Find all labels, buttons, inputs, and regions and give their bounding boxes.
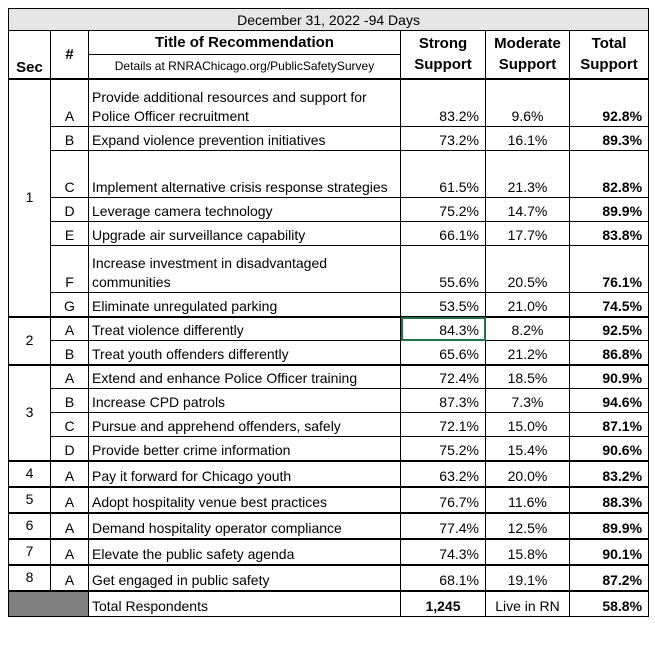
row-strong[interactable]: 74.3% [401,539,486,565]
row-total[interactable]: 83.8% [570,222,649,246]
footer-gray-swatch [9,591,89,617]
row-total[interactable]: 89.9% [570,198,649,222]
row-moderate[interactable]: 9.6% [486,79,570,127]
row-letter: D [51,198,89,222]
row-moderate[interactable]: 7.3% [486,389,570,413]
row-title: Upgrade air surveillance capability [89,222,401,246]
row-strong-selected-cell[interactable]: 84.3% [401,317,486,341]
row-moderate[interactable]: 20.5% [486,246,570,293]
row-total[interactable]: 94.6% [570,389,649,413]
row-moderate[interactable]: 21.2% [486,341,570,365]
row-letter: D [51,437,89,461]
row-title: Extend and enhance Police Officer training [89,365,401,389]
row-letter: A [51,487,89,513]
row-total[interactable]: 89.3% [570,127,649,151]
row-title: Treat violence differently [89,317,401,341]
footer-label: Total Respondents [89,591,401,617]
header-num: # [51,31,89,79]
row-letter: A [51,539,89,565]
section-number: 6 [9,513,51,539]
row-strong[interactable]: 68.1% [401,565,486,591]
row-strong[interactable]: 87.3% [401,389,486,413]
row-total[interactable]: 92.5% [570,317,649,341]
footer-total[interactable]: 58.8% [570,591,649,617]
row-strong[interactable]: 76.7% [401,487,486,513]
row-moderate[interactable]: 19.1% [486,565,570,591]
header-rec-title: Title of Recommendation [89,31,401,55]
section-number: 7 [9,539,51,565]
row-strong[interactable]: 65.6% [401,341,486,365]
section-number: 4 [9,461,51,487]
row-moderate[interactable]: 21.0% [486,293,570,317]
row-total[interactable]: 87.2% [570,565,649,591]
row-total[interactable]: 76.1% [570,246,649,293]
row-letter: A [51,565,89,591]
row-title: Leverage camera technology [89,198,401,222]
row-total[interactable]: 92.8% [570,79,649,127]
row-title: Provide additional resources and support for Police Officer recruitment [89,79,401,127]
header-rec-details: Details at RNRAChicago.org/PublicSafetySurvey [89,55,401,79]
header-sec: Sec [9,31,51,79]
row-total[interactable]: 86.8% [570,341,649,365]
row-total[interactable]: 83.2% [570,461,649,487]
row-moderate[interactable]: 15.4% [486,437,570,461]
row-strong[interactable]: 63.2% [401,461,486,487]
row-strong[interactable]: 72.4% [401,365,486,389]
row-moderate[interactable]: 20.0% [486,461,570,487]
row-letter: A [51,317,89,341]
row-moderate[interactable]: 15.0% [486,413,570,437]
table-title: December 31, 2022 -94 Days [9,9,649,31]
row-total[interactable]: 74.5% [570,293,649,317]
section-number: 2 [9,317,51,365]
row-title: Pursue and apprehend offenders, safely [89,413,401,437]
row-title: Treat youth offenders differently [89,341,401,365]
footer-live-label[interactable]: Live in RN [486,591,570,617]
row-title: Expand violence prevention initiatives [89,127,401,151]
row-letter: A [51,79,89,127]
row-moderate[interactable]: 14.7% [486,198,570,222]
row-strong[interactable]: 75.2% [401,437,486,461]
row-letter: C [51,151,89,198]
row-title: Provide better crime information [89,437,401,461]
row-title: Elevate the public safety agenda [89,539,401,565]
section-number: 3 [9,365,51,461]
row-strong[interactable]: 77.4% [401,513,486,539]
row-total[interactable]: 87.1% [570,413,649,437]
row-moderate[interactable]: 16.1% [486,127,570,151]
header-total: Total Support [570,31,649,79]
section-number: 5 [9,487,51,513]
row-total[interactable]: 82.8% [570,151,649,198]
row-moderate[interactable]: 17.7% [486,222,570,246]
row-strong[interactable]: 73.2% [401,127,486,151]
footer-respondent-count[interactable]: 1,245 [401,591,486,617]
header-strong: Strong Support [401,31,486,79]
row-moderate[interactable]: 12.5% [486,513,570,539]
row-letter: E [51,222,89,246]
row-moderate[interactable]: 18.5% [486,365,570,389]
row-letter: C [51,413,89,437]
row-letter: B [51,389,89,413]
section-number: 8 [9,565,51,591]
row-strong[interactable]: 53.5% [401,293,486,317]
row-strong[interactable]: 72.1% [401,413,486,437]
row-moderate[interactable]: 11.6% [486,487,570,513]
row-strong[interactable]: 55.6% [401,246,486,293]
row-strong[interactable]: 61.5% [401,151,486,198]
row-title: Get engaged in public safety [89,565,401,591]
row-letter: A [51,513,89,539]
row-title: Adopt hospitality venue best practices [89,487,401,513]
row-title: Increase CPD patrols [89,389,401,413]
row-letter: B [51,341,89,365]
row-letter: A [51,461,89,487]
row-strong[interactable]: 75.2% [401,198,486,222]
row-title: Implement alternative crisis response strategies [89,151,401,198]
row-moderate[interactable]: 21.3% [486,151,570,198]
row-title: Increase investment in disadvantaged communities [89,246,401,293]
row-title: Eliminate unregulated parking [89,293,401,317]
row-title: Pay it forward for Chicago youth [89,461,401,487]
row-strong[interactable]: 83.2% [401,79,486,127]
row-total[interactable]: 90.9% [570,365,649,389]
row-total[interactable]: 90.1% [570,539,649,565]
header-moderate: Moderate Support [486,31,570,79]
row-total[interactable]: 90.6% [570,437,649,461]
row-letter: F [51,246,89,293]
row-moderate[interactable]: 8.2% [486,317,570,341]
row-title: Demand hospitality operator compliance [89,513,401,539]
row-total[interactable]: 89.9% [570,513,649,539]
row-strong[interactable]: 66.1% [401,222,486,246]
row-moderate[interactable]: 15.8% [486,539,570,565]
row-letter: A [51,365,89,389]
survey-table [8,8,649,617]
row-total[interactable]: 88.3% [570,487,649,513]
row-letter: B [51,127,89,151]
section-number: 1 [9,79,51,317]
row-letter: G [51,293,89,317]
